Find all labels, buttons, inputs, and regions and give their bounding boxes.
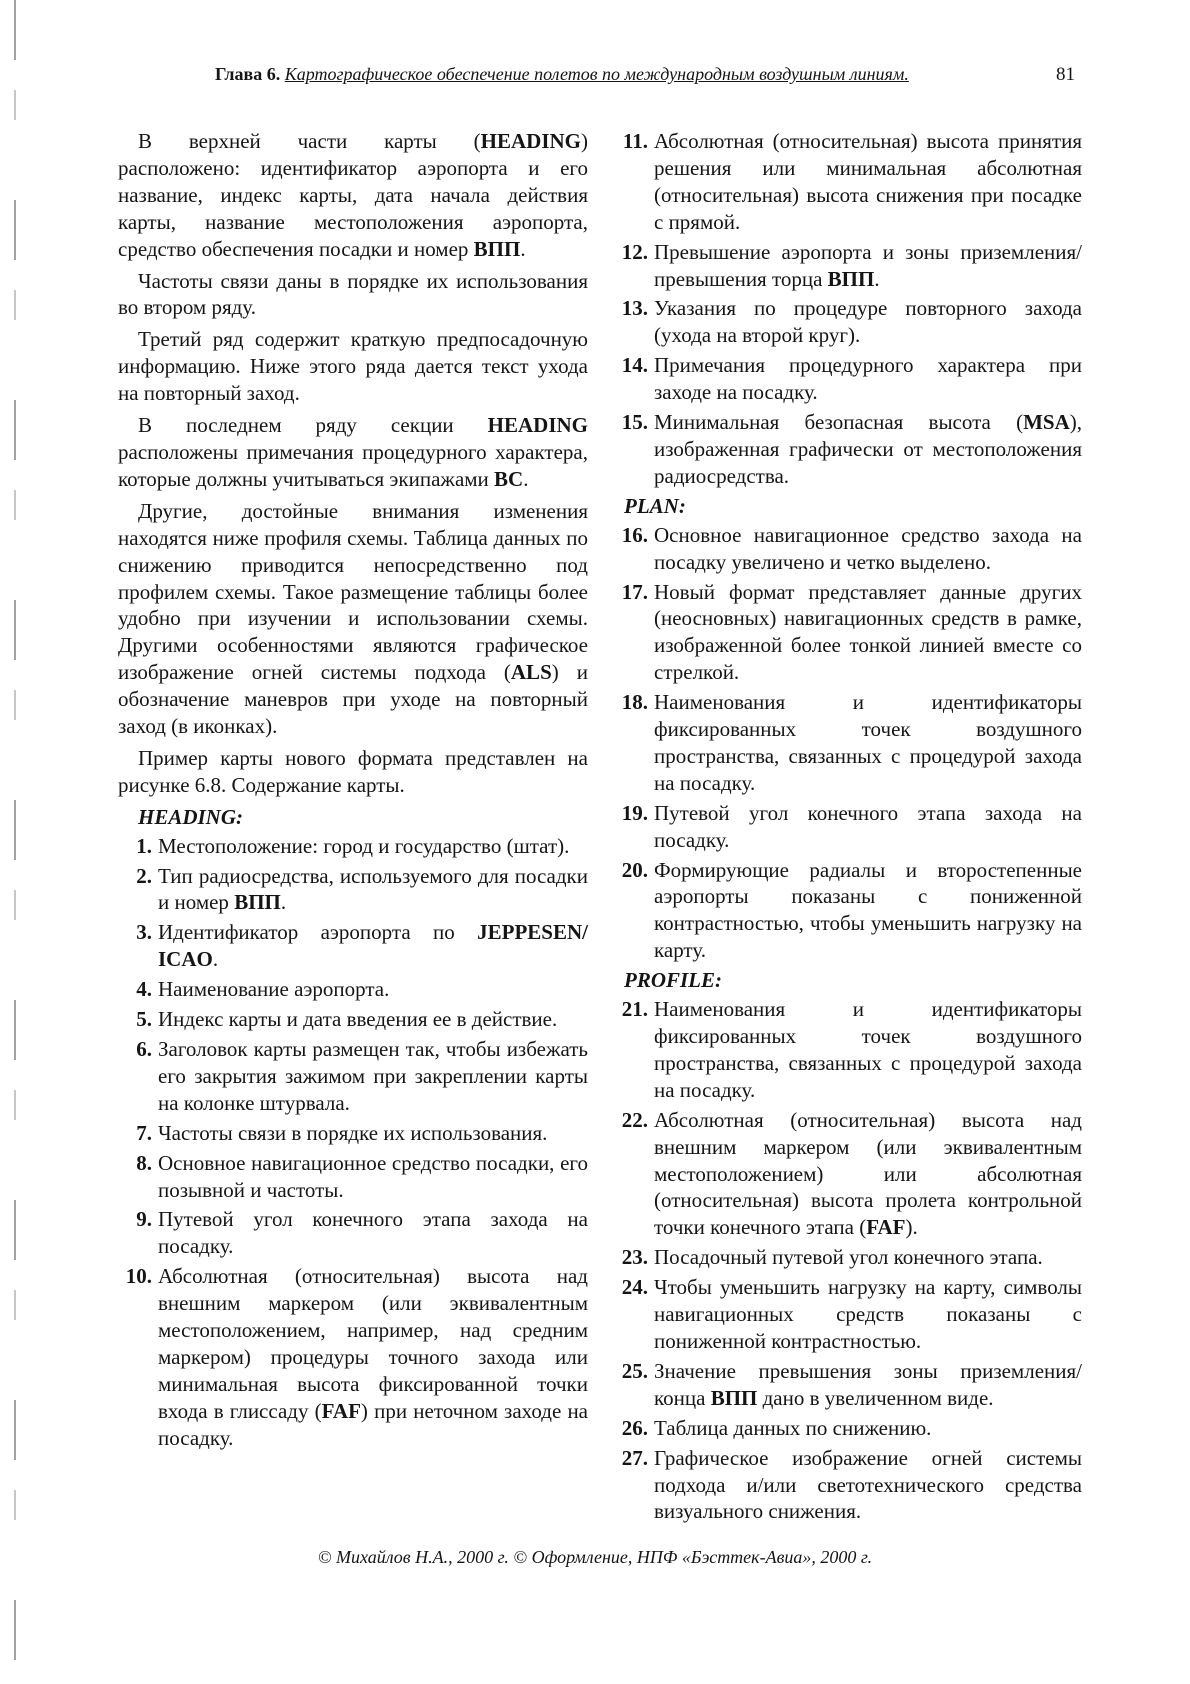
item-text [654, 128, 1082, 236]
list-item [612, 409, 1082, 490]
item-number: 26. [621, 1415, 648, 1440]
bold-term: ВПП [473, 236, 521, 261]
item-number: 6. [136, 1037, 152, 1061]
item-text [654, 996, 1082, 1104]
list-item [612, 579, 1082, 687]
item-number: 7. [136, 1120, 152, 1145]
text-run: Значение превышения зоны приземления/ конца [654, 1358, 1082, 1410]
text-run: В верхней части карты ( [138, 129, 481, 153]
list-item [612, 1244, 1082, 1271]
list-item [612, 239, 1082, 293]
text-run: Частоты связи в порядке их использования. [158, 1120, 548, 1145]
heading-items-list [118, 833, 588, 1452]
text-run: . [520, 236, 526, 261]
copyright-footer: © Михайлов Н.А., 2000 г. © Оформление, НПФ «Бэсттек-Авиа», 2000 г. [317, 1547, 873, 1567]
text-run: Идентификатор аэропорта по [158, 920, 478, 945]
text-run: ) при неточном заходе на посадку. [158, 1398, 589, 1450]
text-run: Индекс карты и дата введения ее в действие. [158, 1007, 558, 1032]
paragraph [118, 745, 588, 799]
item-text [654, 1358, 1082, 1412]
text-run: Новый формат представляет данные других (неосновных) навигационных средств в рамке, изображенной более тонкой линией вместе со стрелкой. [654, 579, 1082, 685]
item-number: 18. [621, 690, 648, 715]
item-text [158, 833, 588, 860]
bold-term: ВПП [827, 266, 875, 291]
item-number: 12. [621, 239, 648, 264]
item-number: 2. [136, 863, 152, 888]
list-item [612, 1358, 1082, 1412]
list-item [118, 1006, 588, 1033]
text-run: Указания по процедуре повторного захода (ухода на второй круг). [654, 296, 1082, 348]
item-number: 15. [621, 410, 648, 435]
text-run: ) и обозначение маневров при уходе на повторный заход (в иконках). [118, 660, 588, 739]
item-number: 8. [136, 1150, 152, 1175]
paragraph [118, 268, 588, 322]
list-item [612, 295, 1082, 349]
paragraph [118, 128, 588, 263]
section-heading-label: HEADING: [138, 804, 244, 829]
heading-items-continued [612, 128, 1082, 490]
text-run: Основное навигационное средство посадки, его позывной и частоты. [158, 1150, 588, 1202]
text-run: Абсолютная (относительная) высота принятия решения или минимальная абсолютная (относительная) высота снижения при посадке с прямой. [654, 129, 1082, 234]
text-run: Основное навигационное средство захода на посадку увеличено и четко выделено. [654, 522, 1082, 574]
text-run: дано в увеличенном виде. [757, 1385, 994, 1410]
text-run: Посадочный путевой угол конечного этапа. [654, 1245, 1043, 1270]
item-number: 23. [621, 1245, 648, 1270]
item-text [654, 579, 1082, 687]
text-run: Чтобы уменьшить нагрузку на карту, символы навигационных средств показаны с пониженной контрастностью. [654, 1275, 1082, 1353]
text-run: Наименования и идентификаторы фиксированных точек воздушного пространства, связанных с процедурой захода на посадку. [654, 997, 1082, 1102]
text-run: Абсолютная (относительная) высота над внешним маркером (или эквивалентным местоположением, например, над средним маркером) процедуры точного захода или минимальная высота фиксированной точки входа в глиссаду ( [158, 1264, 588, 1423]
bold-term: HEADING [487, 413, 588, 438]
plan-items-list [612, 522, 1082, 965]
item-number: 5. [136, 1007, 152, 1032]
list-item [118, 1036, 588, 1117]
intro-paragraphs [118, 128, 588, 799]
text-run: ) расположено: идентификатор аэропорта и его название, индекс карты, дата начала действия карты, название местоположения аэропорта, средство обеспечения посадки и номер [118, 129, 588, 261]
item-text [654, 1244, 1082, 1271]
text-run: Графическое изображение огней системы подхода и/или светотехнического средства визуального снижения. [654, 1445, 1082, 1524]
bold-term: FAF [866, 1215, 906, 1240]
text-run: . [523, 466, 529, 491]
item-number: 10. [125, 1264, 152, 1289]
list-item [612, 522, 1082, 576]
item-number: 13. [621, 296, 648, 321]
list-item [612, 1445, 1082, 1526]
text-run: Наименование аэропорта. [158, 977, 390, 1002]
bold-term: MSA [1023, 410, 1070, 435]
item-text [654, 409, 1082, 490]
profile-items-list [612, 996, 1082, 1525]
chapter-title: Картографическое обеспечение полетов по международным воздушным линиям. [284, 64, 909, 84]
item-text [654, 689, 1082, 797]
list-item [118, 1263, 588, 1451]
chapter-label: Глава 6. [215, 64, 281, 84]
item-text [654, 295, 1082, 349]
item-text [654, 1274, 1082, 1355]
bold-term: HEADING [480, 129, 581, 153]
item-text [654, 239, 1082, 293]
list-item [118, 833, 588, 860]
paragraph [118, 412, 588, 493]
item-number: 14. [621, 353, 648, 378]
item-text [654, 1415, 1082, 1442]
item-text [158, 1036, 588, 1117]
text-run: Путевой угол конечного этапа захода на посадку. [158, 1207, 588, 1259]
text-run: Примечания процедурного характера при заходе на посадку. [654, 353, 1082, 405]
list-item [118, 1120, 588, 1147]
list-item [612, 857, 1082, 965]
paragraph [118, 498, 588, 740]
text-run: Таблица данных по снижению. [654, 1415, 932, 1440]
item-text [654, 522, 1082, 576]
list-item [118, 1150, 588, 1204]
item-number: 19. [621, 800, 648, 825]
text-run: Заголовок карты размещен так, чтобы избежать его закрытия зажимом при закреплении карты на колонке штурвала. [158, 1037, 588, 1115]
list-item [118, 863, 588, 917]
text-run: Путевой угол конечного этапа захода на посадку. [654, 800, 1082, 852]
list-item [612, 352, 1082, 406]
item-number: 3. [136, 920, 152, 945]
section-plan-label: PLAN: [624, 493, 686, 518]
text-run: Частоты связи даны в порядке их использования во втором ряду. [118, 268, 588, 320]
item-text [158, 1150, 588, 1204]
scan-edge-artifact [14, 0, 16, 1684]
item-number: 17. [621, 579, 648, 604]
text-run: . [280, 890, 287, 915]
list-item [612, 800, 1082, 854]
bold-term: ВПП [710, 1385, 758, 1410]
item-number: 20. [621, 857, 648, 882]
text-run: Тип радиосредства, используемого для посадки и номер [158, 863, 588, 915]
text-run: . [874, 266, 880, 291]
page-number: 81 [1056, 64, 1075, 85]
bold-term: ВПП [234, 890, 281, 915]
list-item [118, 1206, 588, 1260]
bold-term: JEPPESEN/ ICAO [158, 920, 588, 972]
bold-term: FAF [321, 1398, 361, 1423]
item-number: 21. [621, 997, 648, 1022]
list-item [612, 128, 1082, 236]
list-item [612, 996, 1082, 1104]
item-text [654, 800, 1082, 854]
item-text [654, 857, 1082, 965]
text-run: Минимальная безопасная высота ( [654, 410, 1024, 435]
item-number: 9. [136, 1207, 152, 1232]
item-text [158, 863, 588, 917]
item-number: 1. [136, 833, 152, 858]
item-number: 4. [136, 977, 152, 1002]
item-number: 24. [621, 1275, 648, 1300]
item-text [158, 1206, 588, 1260]
text-run: расположены примечания процедурного характера, которые должны учитываться экипажами [118, 439, 588, 491]
text-run: Третий ряд содержит краткую предпосадочную информацию. Ниже этого ряда дается текст ухода на повторный заход. [118, 327, 588, 406]
item-text [158, 976, 588, 1003]
list-item [118, 919, 588, 973]
right-column [612, 128, 1082, 1528]
item-text [158, 1006, 588, 1033]
text-run: Пример карты нового формата представлен на рисунке 6.8. Содержание карты. [118, 745, 588, 797]
text-run: ). [905, 1215, 918, 1240]
item-text [158, 1263, 588, 1451]
text-run: ), изображенная графически от местоположения радиосредства. [654, 410, 1082, 488]
text-run: Местоположение: город и государство (штат). [158, 833, 570, 858]
running-header [215, 64, 1075, 94]
text-run: Формирующие радиалы и второстепенные аэропорты показаны с пониженной контрастностью, чтобы уменьшить нагрузку на карту. [654, 857, 1082, 963]
item-number: 25. [621, 1358, 648, 1383]
bold-term: ВС [494, 466, 524, 491]
item-number: 22. [621, 1107, 648, 1132]
item-text [158, 1120, 588, 1147]
text-run: . [212, 947, 219, 972]
item-text [654, 1107, 1082, 1242]
text-run: В последнем ряду секции [138, 413, 488, 438]
item-number: 27. [621, 1445, 648, 1470]
left-column [118, 128, 588, 1455]
text-run: Другие, достойные внимания изменения находятся ниже профиля схемы. Таблица данных по снижению приводится непосредственно под профилем схемы. Такое размещение таблицы более удобно при изучении и использовании схемы. Другими особенностями являются графическое изображение огней системы подхода ( [118, 498, 588, 685]
list-item [612, 1415, 1082, 1442]
text-run: Абсолютная (относительная) высота над внешним маркером (или эквивалентным местоположением) или абсолютная (относительная) высота пролета контрольной точки конечного этапа ( [654, 1107, 1082, 1240]
list-item [612, 689, 1082, 797]
section-profile-label: PROFILE: [624, 968, 723, 993]
list-item [612, 1107, 1082, 1242]
text-run: Наименования и идентификаторы фиксированных точек воздушного пространства, связанных с процедурой захода на посадку. [654, 690, 1082, 795]
item-number: 16. [621, 522, 648, 547]
text-run: Превышение аэропорта и зоны приземления/превышения торца [654, 239, 1082, 291]
list-item [118, 976, 588, 1003]
bold-term: ALS [510, 660, 552, 685]
list-item [612, 1274, 1082, 1355]
item-text [654, 352, 1082, 406]
paragraph [118, 326, 588, 407]
item-text [654, 1445, 1082, 1526]
item-text [158, 919, 588, 973]
item-number: 11. [622, 129, 648, 153]
